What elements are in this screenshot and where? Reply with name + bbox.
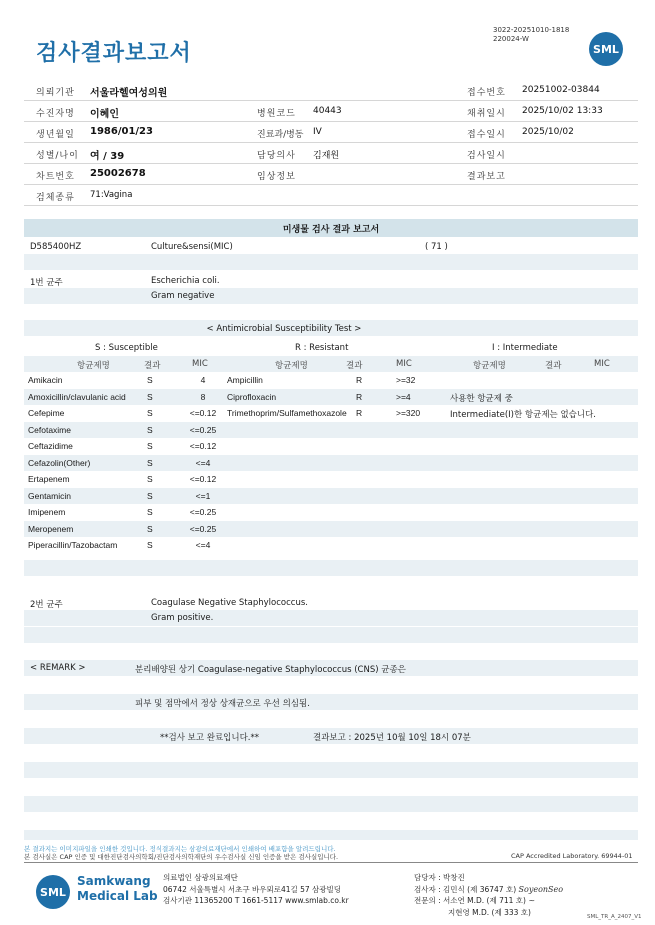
doctor-value: 김재원 [313,151,340,161]
drug-name: Ertapenem [28,474,70,484]
col-mic-i: MIC [594,359,610,369]
sml-logo: SML [589,32,623,66]
blank-band [24,762,638,778]
drug-name: Ciprofloxacin [227,392,277,402]
organism1-name: Escherichia coli. [151,276,220,286]
blank-band [24,254,638,270]
remark-line-2: 피부 및 점막에서 정상 상재균으로 우선 의심됨. [135,699,310,709]
col-result-r: 결과 [346,361,363,371]
staff-line-1: 담당자 : 박창진 [414,873,465,882]
received-label: 접수일시 [467,130,506,140]
drug-mic: <=0.12 [189,408,217,418]
col-result-s: 결과 [144,361,161,371]
drug-name: Cefazolin(Other) [28,458,91,468]
form-version: SML_TR_A_2407_V1 [587,914,642,920]
staff-line-3: 전문의 : 서소연 M.D. (제 711 호) ~ [414,896,536,905]
drug-result: S [147,375,153,385]
ast-title: < Antimicrobial Susceptibility Test > [206,324,362,334]
remark-line-1: 분리배양된 상기 Coagulase-negative Staphylococcus (CNS) 균종은 [135,665,406,675]
drug-mic: <=4 [195,458,211,468]
info-row-1 [24,80,638,101]
report-complete: **검사 보고 완료입니다.** [160,733,260,743]
collect-label: 채취일시 [467,109,506,119]
ast-title-band [24,320,638,336]
dept-value: IV [313,127,322,137]
info-row-4 [24,143,638,164]
print-notice: 본 결과지는 이미지파일을 인쇄한 것입니다. 정식결과지는 삼광의료재단에서 인쇄하여 배포함을 알려드립니다. [24,845,336,853]
drug-result: R [356,408,363,418]
col-drug-r: 항균제명 [275,361,308,371]
drug-result: S [147,425,153,435]
organism2-gram: Gram positive. [151,613,214,623]
info-row-3 [24,122,638,143]
sex-age-value: 여 / 39 [90,151,125,162]
organism1-gram: Gram negative [151,291,215,301]
drug-result: S [147,507,153,517]
row-band [24,422,638,438]
organism2-label: 2번 균주 [30,600,63,610]
org-name: 의료법인 삼광의료재단 [163,873,238,882]
drug-name: Cefepime [28,408,65,418]
drug-name: Amoxicillin/clavulanic acid [28,392,126,402]
drug-result: S [147,524,153,534]
col-drug-i: 항균제명 [473,361,506,371]
receipt-no-value: 20251002-03844 [522,85,600,95]
staff-line-2: 검사자 : 김민식 (제 36747 호) SoyeonSeo [414,884,564,894]
drug-mic: <=0.12 [189,441,217,451]
intermediate-note-1: 사용한 항균제 중 [450,394,513,404]
report-time: 결과보고 : 2025년 10월 10일 18시 07분 [313,733,471,743]
clinical-label: 임상정보 [257,172,296,182]
footer-staff [414,872,563,918]
blank-band [24,796,638,812]
remark-label: < REMARK > [30,663,86,673]
drug-mic: 8 [200,392,206,402]
org-contact: 검사기관 11365200 T 1661-5117 www.smlab.co.kr [163,896,349,905]
drug-result: S [147,540,153,550]
remark-band [24,660,638,676]
blank-band [24,560,638,576]
info-row-6 [24,185,638,206]
sex-age-label: 성별/나이 [36,151,79,161]
drug-name: Cefotaxime [28,425,71,435]
accreditation-notice: 본 검사실은 CAP 인증 및 대한진단검사의학회/진단검사의학재단의 우수검사실 신임 인증을 받은 검사실입니다. [24,853,339,861]
blank-band [24,830,638,840]
specimen-value: 71:Vagina [90,190,133,200]
drug-result: S [147,458,153,468]
hosp-code-label: 병원코드 [257,109,296,119]
legend-susceptible: S : Susceptible [95,343,158,353]
footer-divider [24,862,638,863]
intermediate-note-2: Intermediate(I)한 항균제는 없습니다. [450,410,596,420]
drug-result: S [147,491,153,501]
organism2-gram-band [24,610,638,626]
test-name: Culture&sensi(MIC) [151,242,233,252]
drug-name: Piperacillin/Tazobactam [28,540,118,550]
row-band [24,455,638,471]
drug-mic: <=0.25 [189,507,217,517]
cap-accreditation: CAP Accredited Laboratory. 69944-01 [511,852,633,860]
drug-mic: <=0.12 [189,474,217,484]
drug-mic: <=1 [195,491,211,501]
legend-resistant: R : Resistant [295,343,349,353]
info-row-5 [24,164,638,185]
legend-intermediate: I : Intermediate [492,343,558,353]
section-title: 미생물 검사 결과 보고서 [282,225,380,235]
row-band [24,488,638,504]
document-number-2: 220024-W [493,35,529,43]
drug-result: S [147,474,153,484]
patient-value: 이혜인 [90,109,119,120]
footer-org-info [163,872,349,907]
test-number: ( 71 ) [425,242,448,252]
complete-band [24,728,638,744]
drug-mic: <=0.25 [189,524,217,534]
signature-1: SoyeonSeo [518,884,564,894]
doctor-label: 담당의사 [257,151,296,161]
test-date-label: 검사일시 [467,151,506,161]
drug-mic: 4 [200,375,206,385]
drug-result: R [356,392,363,402]
brand-line-2: Medical Lab [77,889,158,903]
organism1-label: 1번 균주 [30,278,63,288]
drug-name: Ceftazidime [28,441,73,451]
drug-name: Ampicillin [227,375,263,385]
received-value: 2025/10/02 [522,127,574,137]
drug-mic: >=4 [396,392,411,402]
drug-name: Amikacin [28,375,63,385]
drug-mic: <=4 [195,540,211,550]
document-number-1: 3022-20251010-1818 [493,26,570,34]
receipt-no-label: 접수번호 [467,88,506,98]
drug-name: Trimethoprim/Sulfamethoxazole [227,408,347,418]
drug-result: S [147,441,153,451]
info-row-2 [24,101,638,122]
remark-band-2 [24,694,638,710]
page-title: 검사결과보고서 [36,41,192,66]
drug-result: S [147,408,153,418]
footer-sml-logo: SML [36,875,70,909]
row-band [24,521,638,537]
drug-name: Meropenem [28,524,74,534]
signature-2-icon: ~ [528,896,536,905]
specimen-label: 검체종류 [36,193,75,203]
hospital-value: 서울라헬여성의원 [90,88,168,99]
col-mic-s: MIC [192,359,208,369]
drug-mic: >=320 [396,408,421,418]
drug-result: S [147,392,153,402]
ast-header-band [24,356,638,372]
col-drug-s: 항균제명 [77,361,110,371]
org-address: 06742 서울특별시 서초구 바우뫼로41길 57 삼광빌딩 [163,884,342,894]
col-result-i: 결과 [545,361,562,371]
chart-label: 차트번호 [36,172,75,182]
blank-band [24,627,638,643]
test-code: D585400HZ [30,242,82,252]
dept-label: 진료과/병동 [257,130,304,140]
footer-brand [77,874,158,904]
dob-value: 1986/01/23 [90,126,153,137]
dob-label: 생년월일 [36,130,75,140]
hospital-label: 의뢰기관 [36,88,75,98]
organism1-gram-band [24,288,638,304]
document-number [493,26,569,44]
drug-name: Gentamicin [28,491,71,501]
drug-name: Imipenem [28,507,66,517]
organism2-name: Coagulase Negative Staphylococcus. [151,598,308,608]
drug-mic: >=32 [396,375,416,385]
chart-value: 25002678 [90,168,146,179]
drug-result: R [356,375,363,385]
brand-line-1: Samkwang [77,874,151,888]
collect-value: 2025/10/02 13:33 [522,106,603,116]
hosp-code-value: 40443 [313,106,342,116]
patient-label: 수진자명 [36,109,75,119]
result-report-label: 결과보고 [467,172,506,182]
col-mic-r: MIC [396,359,412,369]
staff-line-4: 지현영 M.D. (제 333 호) [448,907,531,917]
drug-mic: <=0.25 [189,425,217,435]
section-title-band [24,219,638,237]
